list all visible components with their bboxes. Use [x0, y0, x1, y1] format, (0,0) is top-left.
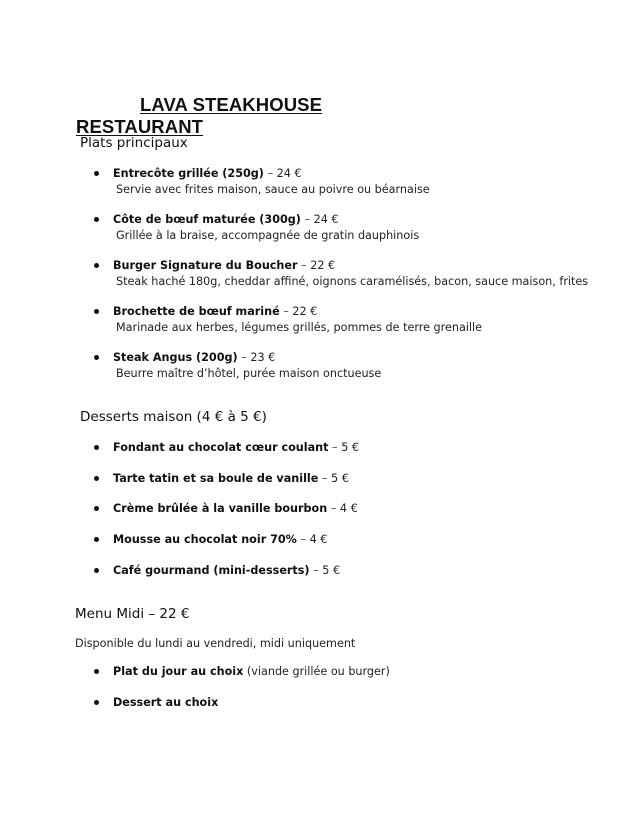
- bullet-icon: [94, 355, 99, 360]
- midi-item-name: Dessert au choix: [113, 696, 219, 709]
- restaurant-title-text: LAVA STEAKHOUSE RESTAURANT: [76, 94, 323, 137]
- plats-heading: Plats principaux: [80, 135, 188, 151]
- bullet-icon: [94, 217, 99, 222]
- bullet-icon: [94, 476, 99, 481]
- dish-price: 24 €: [276, 167, 302, 180]
- dish-price: 22 €: [310, 259, 336, 272]
- bullet-icon: [94, 669, 99, 674]
- dessert-name: Crème brûlée à la vanille bourbon: [113, 502, 328, 515]
- bullet-icon: [94, 537, 99, 542]
- dish-price: 22 €: [292, 305, 318, 318]
- dish-description: Steak haché 180g, cheddar affiné, oignons caramélisés, bacon, sauce maison, frites: [116, 275, 589, 288]
- bullet-icon: [94, 506, 99, 511]
- dish-name: Côte de bœuf maturée (300g): [113, 213, 301, 226]
- bullet-icon: [94, 445, 99, 450]
- desserts-heading: Desserts maison (4 € à 5 €): [80, 409, 267, 425]
- bullet-icon: [94, 700, 99, 705]
- dish-name: Entrecôte grillée (250g): [113, 167, 264, 180]
- dish-name: Steak Angus (200g): [113, 351, 238, 364]
- dessert-price: 4 €: [339, 502, 358, 515]
- dish-name: Burger Signature du Boucher: [113, 259, 298, 272]
- dish-description: Beurre maître d’hôtel, purée maison onctueuse: [116, 367, 382, 380]
- dessert-price: 5 €: [341, 441, 359, 454]
- menu-page: LAVA STEAKHOUSE RESTAURANT Plats principaux Entrecôte grillée (250g) – 24 € Servie avec frites maison, sauce au poivre ou béarnaise Côte de bœuf maturée (300g) – 24 € Grillée à la braise, accompagnée de gratin dauphinois Burger Signature du Boucher – 22 € Steak haché 180g, cheddar affiné, oignons caramélisés, bacon, sauce maison, frites Brochette de bœuf mariné – 22 € Marinade aux herbes, légumes grillés, pommes de terre grenaille Steak Angus (200g) – 23 € Beurre maître d’hôtel, purée maison onctueuse Desserts maison (4 € à 5 €) Fondant au chocolat cœur coulant – 5 € Tarte tatin et sa boule de vanille – 5 € Crème brûlée à la vanille bourbon – 4 € Mousse au chocolat noir 70% – 4 € Café gourmand (mini-desserts) – 5 € Menu Midi – 22 € Disponible du lundi au vendredi, midi uniquement Plat du jour au choix (viande grillée ou burger) Dessert au choix: [75, 94, 589, 709]
- dessert-name: Tarte tatin et sa boule de vanille: [113, 472, 319, 485]
- dish-description: Marinade aux herbes, légumes grillés, pommes de terre grenaille: [116, 321, 483, 334]
- midi-item-name: Plat du jour au choix: [113, 665, 244, 678]
- dessert-price: 4 €: [309, 533, 328, 546]
- dish-name: Brochette de bœuf mariné: [113, 305, 280, 318]
- bullet-icon: [94, 309, 99, 314]
- dish-description: Grillée à la braise, accompagnée de gratin dauphinois: [116, 229, 420, 242]
- midi-availability-note: Disponible du lundi au vendredi, midi uniquement: [75, 637, 356, 650]
- restaurant-title: [76, 94, 440, 137]
- dessert-name: Mousse au chocolat noir 70%: [113, 533, 297, 546]
- dish-price: 24 €: [313, 213, 339, 226]
- dessert-name: Fondant au chocolat cœur coulant: [113, 441, 329, 454]
- midi-heading: Menu Midi – 22 €: [75, 606, 190, 622]
- bullet-icon: [94, 568, 99, 573]
- dish-price: 23 €: [250, 351, 276, 364]
- dessert-price: 5 €: [322, 564, 341, 577]
- dessert-price: 5 €: [331, 472, 349, 485]
- dish-description: Servie avec frites maison, sauce au poivre ou béarnaise: [116, 183, 430, 196]
- bullet-icon: [94, 263, 99, 268]
- dessert-name: Café gourmand (mini-desserts): [113, 564, 310, 577]
- bullet-icon: [94, 171, 99, 176]
- midi-item-detail: (viande grillée ou burger): [243, 665, 390, 678]
